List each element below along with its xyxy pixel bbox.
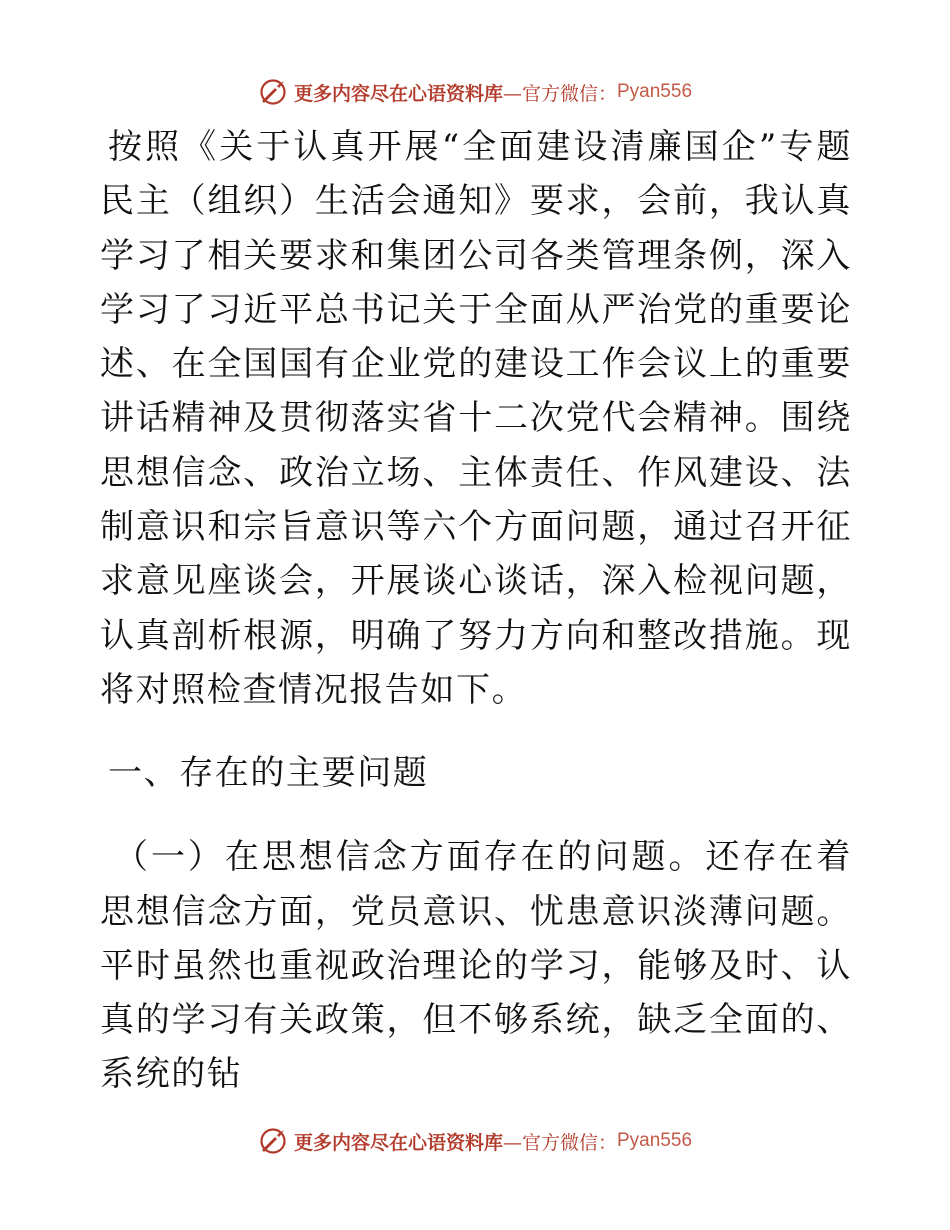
quill-pen-logo-icon [258,1126,288,1156]
watermark-account-id: Pyan556 [617,1130,693,1151]
watermark-main-text: 更多内容尽在心语资料库 [293,1131,503,1154]
document-body [100,120,852,1102]
intro-paragraph: 按照《关于认真开展“全面建设清廉国企”专题民主（组织）生活会通知》要求，会前，我认真学习了相关要求和集团公司各类管理条例，深入学习了习近平总书记关于全面从严治党的重要论述、在全国国有企业党的建设工作会议上的重要讲话精神及贯彻落实省十二次党代会精神。围绕思想信念、政治立场、主体责任、作风建设、法制意识和宗旨意识等六个方面问题，通过召开征求意见座谈会，开展谈心谈话，深入检视问题，认真剖析根源，明确了努力方向和整改措施。现将对照检查情况报告如下。 [100,127,852,710]
header-watermark [0,72,950,112]
watermark-account-id: Pyan556 [617,81,693,102]
footer-watermark [0,1121,950,1161]
watermark-separator: —官方微信： [502,1131,617,1154]
quill-pen-logo-icon [258,77,288,107]
section-heading: 一、存在的主要问题 [108,753,429,794]
watermark-main-text: 更多内容尽在心语资料库 [293,82,503,105]
watermark-separator: —官方微信： [502,82,617,105]
subsection-paragraph: （一）在思想信念方面存在的问题。还存在着思想信念方面，党员意识、忧患意识淡薄问题。平时虽然也重视政治理论的学习，能够及时、认真的学习有关政策，但不够系统，缺乏全面的、系统的钻 [100,837,852,1095]
